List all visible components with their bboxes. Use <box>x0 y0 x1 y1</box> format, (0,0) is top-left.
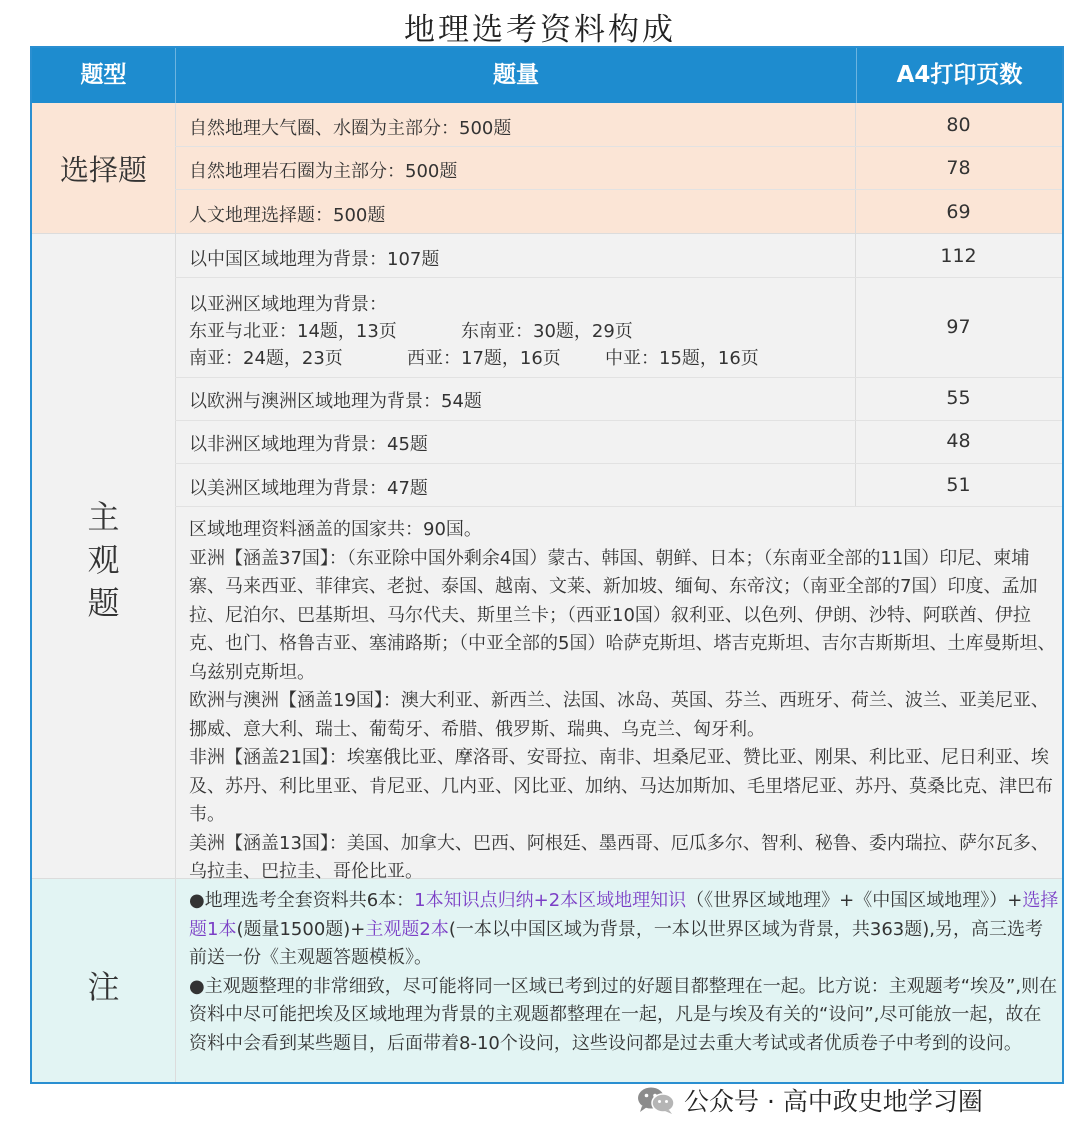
countries-total: 区域地理资料涵盖的国家共：90国。 <box>189 519 482 540</box>
countries-asia: 亚洲【涵盖37国】：（东亚除中国外剩余4国）蒙古、韩国、朝鲜、日本；（东南亚全部的11国）印尼、柬埔寨、马来西亚、菲律宾、老挝、泰国、越南、文莱、新加坡、缅甸、东帝汶；（南亚全部的7国）印度、孟加拉、尼泊尔、巴基斯坦、马尔代夫、斯里兰卡；（西亚10国）叙利亚、以色列、伊朗、沙特、阿联酋、伊拉克、也门、格鲁吉亚、塞浦路斯；（中亚全部的5国）哈萨克斯坦、塔吉克斯坦、吉尔吉斯斯坦、土库曼斯坦、乌兹别克斯坦。 <box>189 547 1056 683</box>
asia-central: 中亚：15题，16页 <box>605 348 759 369</box>
header-type: 题型 <box>80 62 127 88</box>
row-quantity: 以中国区域地理为背景：107题 <box>189 249 440 270</box>
countries-africa: 非洲【涵盖21国】：埃塞俄比亚、摩洛哥、安哥拉、南非、坦桑尼亚、赞比亚、刚果、利比亚、尼日利亚、埃及、苏丹、利比里亚、肯尼亚、几内亚、冈比亚、加纳、马达加斯加、毛里塔尼亚、苏丹、莫桑比克、津巴布韦。 <box>189 747 1053 825</box>
note-highlight: 1本知识点归纳+2本区域地理知识 <box>414 890 687 911</box>
wechat-icon <box>636 1085 676 1115</box>
note-text-part: (题量1500题)+ <box>236 918 366 940</box>
row-quantity: 以欧洲与澳洲区域地理为背景：54题 <box>189 391 482 412</box>
note-highlight: 选择题1本 <box>189 890 1059 940</box>
row-pages: 69 <box>946 201 971 223</box>
row-pages: 97 <box>946 316 971 338</box>
category-note: 注 <box>87 968 120 1006</box>
note-paragraph-2: ●主观题整理的非常细致，尽可能将同一区域已考到过的好题目都整理在一起。比方说：主观题考“埃及”,则在资料中尽可能把埃及区域地理为背景的主观题都整理在一起，凡是与埃及有关的“设问”,尽可能放一起，故在资料中会看到某些题目，后面带着8-10个设问，这些设问都是过去重大考试或者优质卷子中考到的设问。 <box>189 975 1058 1054</box>
category-char: 观 <box>87 540 120 579</box>
row-pages: 48 <box>946 430 971 452</box>
table-frame <box>30 46 1064 1084</box>
category-char: 主 <box>87 497 120 536</box>
category-char: 题 <box>87 583 120 622</box>
asia-southeast: 东南亚：30题，29页 <box>461 321 633 342</box>
row-pages: 112 <box>940 245 977 267</box>
header-pages: A4打印页数 <box>896 62 1023 88</box>
countries-americas: 美洲【涵盖13国】：美国、加拿大、巴西、阿根廷、墨西哥、厄瓜多尔、智利、秘鲁、委内瑞拉、萨尔瓦多、乌拉圭、巴拉圭、哥伦比亚。 <box>189 832 1049 882</box>
note-text-part: (一本以中国区域为背景，一本以世界区域为背景，共363题),另，高三选考前送一份《主观题答题模板》。 <box>189 918 1043 968</box>
row-pages: 78 <box>946 157 971 179</box>
page-title: 地理选考资料构成 <box>404 12 676 48</box>
row-pages: 80 <box>946 114 971 136</box>
category-choice: 选择题 <box>59 152 147 187</box>
asia-east-north: 东亚与北亚：14题，13页 <box>189 321 397 342</box>
asia-south: 南亚：24题，23页 <box>189 348 343 369</box>
row-pages: 55 <box>946 387 971 409</box>
note-highlight: 主观题2本 <box>365 918 449 940</box>
asia-heading: 以亚洲区域地理为背景： <box>189 294 387 315</box>
row-quantity: 人文地理选择题：500题 <box>189 205 386 226</box>
row-quantity: 自然地理大气圈、水圈为主部分：500题 <box>189 118 512 139</box>
watermark <box>636 1080 983 1120</box>
watermark-text: 公众号 · 高中政史地学习圈 <box>684 1087 983 1116</box>
row-quantity: 自然地理岩石圈为主部分：500题 <box>189 161 458 182</box>
countries-europe-oceania: 欧洲与澳洲【涵盖19国】：澳大利亚、新西兰、法国、冰岛、英国、芬兰、西班牙、荷兰、波兰、亚美尼亚、挪威、意大利、瑞士、葡萄牙、希腊、俄罗斯、瑞典、乌克兰、匈牙利。 <box>189 690 1049 740</box>
row-pages: 51 <box>946 474 971 496</box>
row-quantity: 以非洲区域地理为背景：45题 <box>189 434 428 455</box>
note-text-part: （《世界区域地理》+《中国区域地理》）+ <box>686 890 1023 911</box>
asia-west: 西亚：17题，16页 <box>407 348 561 369</box>
row-quantity: 以美洲区域地理为背景：47题 <box>189 478 428 499</box>
note-text-part: ●地理选考全套资料共6本： <box>189 890 415 911</box>
header-quantity: 题量 <box>493 62 539 88</box>
